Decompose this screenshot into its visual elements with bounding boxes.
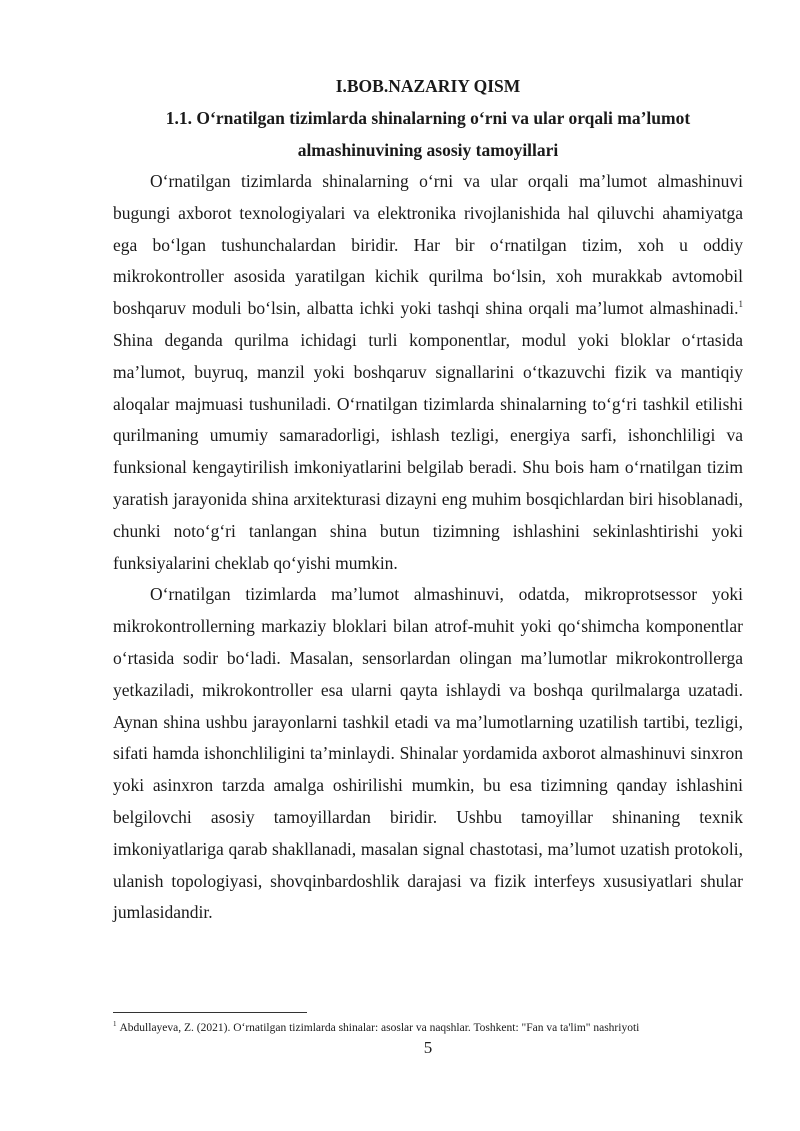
section-title-continued (113, 134, 743, 166)
paragraph-2: O‘rnatilgan tizimlarda ma’lumot almashinuvi, odatda, mikroprotsessor yoki mikrokontrollerning markaziy bloklari bilan atrof-muhit yoki qo‘shimcha komponentlar o‘rtasida sodir bo‘ladi. Masalan, sensorlardan olingan ma’lumotlar mikrokontrollerga yetkaziladi, mikrokontroller esa ularni qayta ishlaydi va boshqa qurilmalarga uzatadi. Aynan shina ushbu jarayonlarni tashkil etadi va ma’lumotlarning uzatilish tartibi, tezligi, sifati hamda ishonchliligini ta’minlaydi. Shinalar yordamida axborot almashinuvi sinxron yoki asinxron tarzda amalga oshirilishi mumkin, bu esa tizimning qanday ishlashini belgilovchi asosiy tamoyillardan biridir. Ushbu tamoyillar shinaning texnik imkoniyatlariga qarab shakllanadi, masalan signal chastotasi, ma’lumot uzatish protokoli, ulanish topologiyasi, shovqinbardoshlik darajasi va fizik interfeys xususiyatlari shular jumlasidandir. (113, 584, 743, 923)
footnote-number: 1 (113, 1020, 117, 1029)
paragraph-1 (113, 166, 743, 579)
body-text (113, 166, 743, 929)
section-title-line-2: almashinuvining asosiy tamoyillari (297, 140, 559, 160)
section-title (113, 102, 743, 134)
footnote-divider (113, 1012, 307, 1013)
chapter-title: I.BOB.NAZARIY QISM (335, 76, 521, 96)
footnote-reference[interactable]: 1 (738, 299, 743, 310)
paragraph-1-text-a: O‘rnatilgan tizimlarda shinalarning o‘rni va ular orqali ma’lumot almashinuvi bugungi axborot texnologiyalari va elektronika rivojlanishida hal qiluvchi ahamiyatga ega bo‘lgan tushunchalardan biridir. Har bir o‘rnatilgan tizim, xoh u oddiy mikrokontroller asosida yaratilgan kichik qurilma bo‘lsin, xoh murakkab avtomobil boshqaruv moduli bo‘lsin, albatta ichki yoki tashqi shina orqali ma’lumot almashinadi. (113, 171, 743, 319)
footnote-text: Abdullayeva, Z. (2021). O‘rnatilgan tizimlarda shinalar: asoslar va naqshlar. Toshkent: "Fan va ta'lim" nashriyoti (119, 1022, 640, 1034)
page-number: 5 (423, 1038, 433, 1057)
document-page (113, 0, 743, 1131)
paragraph-1-text-b: Shina deganda qurilma ichidagi turli komponentlar, modul yoki bloklar o‘rtasida ma’lumot, buyruq, manzil yoki boshqaruv signallarini o‘tkazuvchi fizik va mantiqiy aloqalar majmuasi tushuniladi. O‘rnatilgan tizimlarda shinalarning to‘g‘ri tashkil etilishi qurilmaning umumiy samaradorligi, ishlash tezligi, energiya sarfi, ishonchliligi va funksional kengaytirilish imkoniyatlarini belgilab beradi. Shu bois ham o‘rnatilgan tizim yaratish jarayonida shina arxitekturasi dizayni eng muhim bosqichlardan biri hisoblanadi, chunki noto‘g‘ri tanlangan shina butun tizimning ishlashini sekinlashtirishi yoki funksiyalarini cheklab qo‘yishi mumkin. (113, 329, 743, 573)
section-title-line-1: 1.1. O‘rnatilgan tizimlarda shinalarning o‘rni va ular orqali ma’lumot (165, 108, 691, 128)
footnote (113, 1020, 753, 1036)
